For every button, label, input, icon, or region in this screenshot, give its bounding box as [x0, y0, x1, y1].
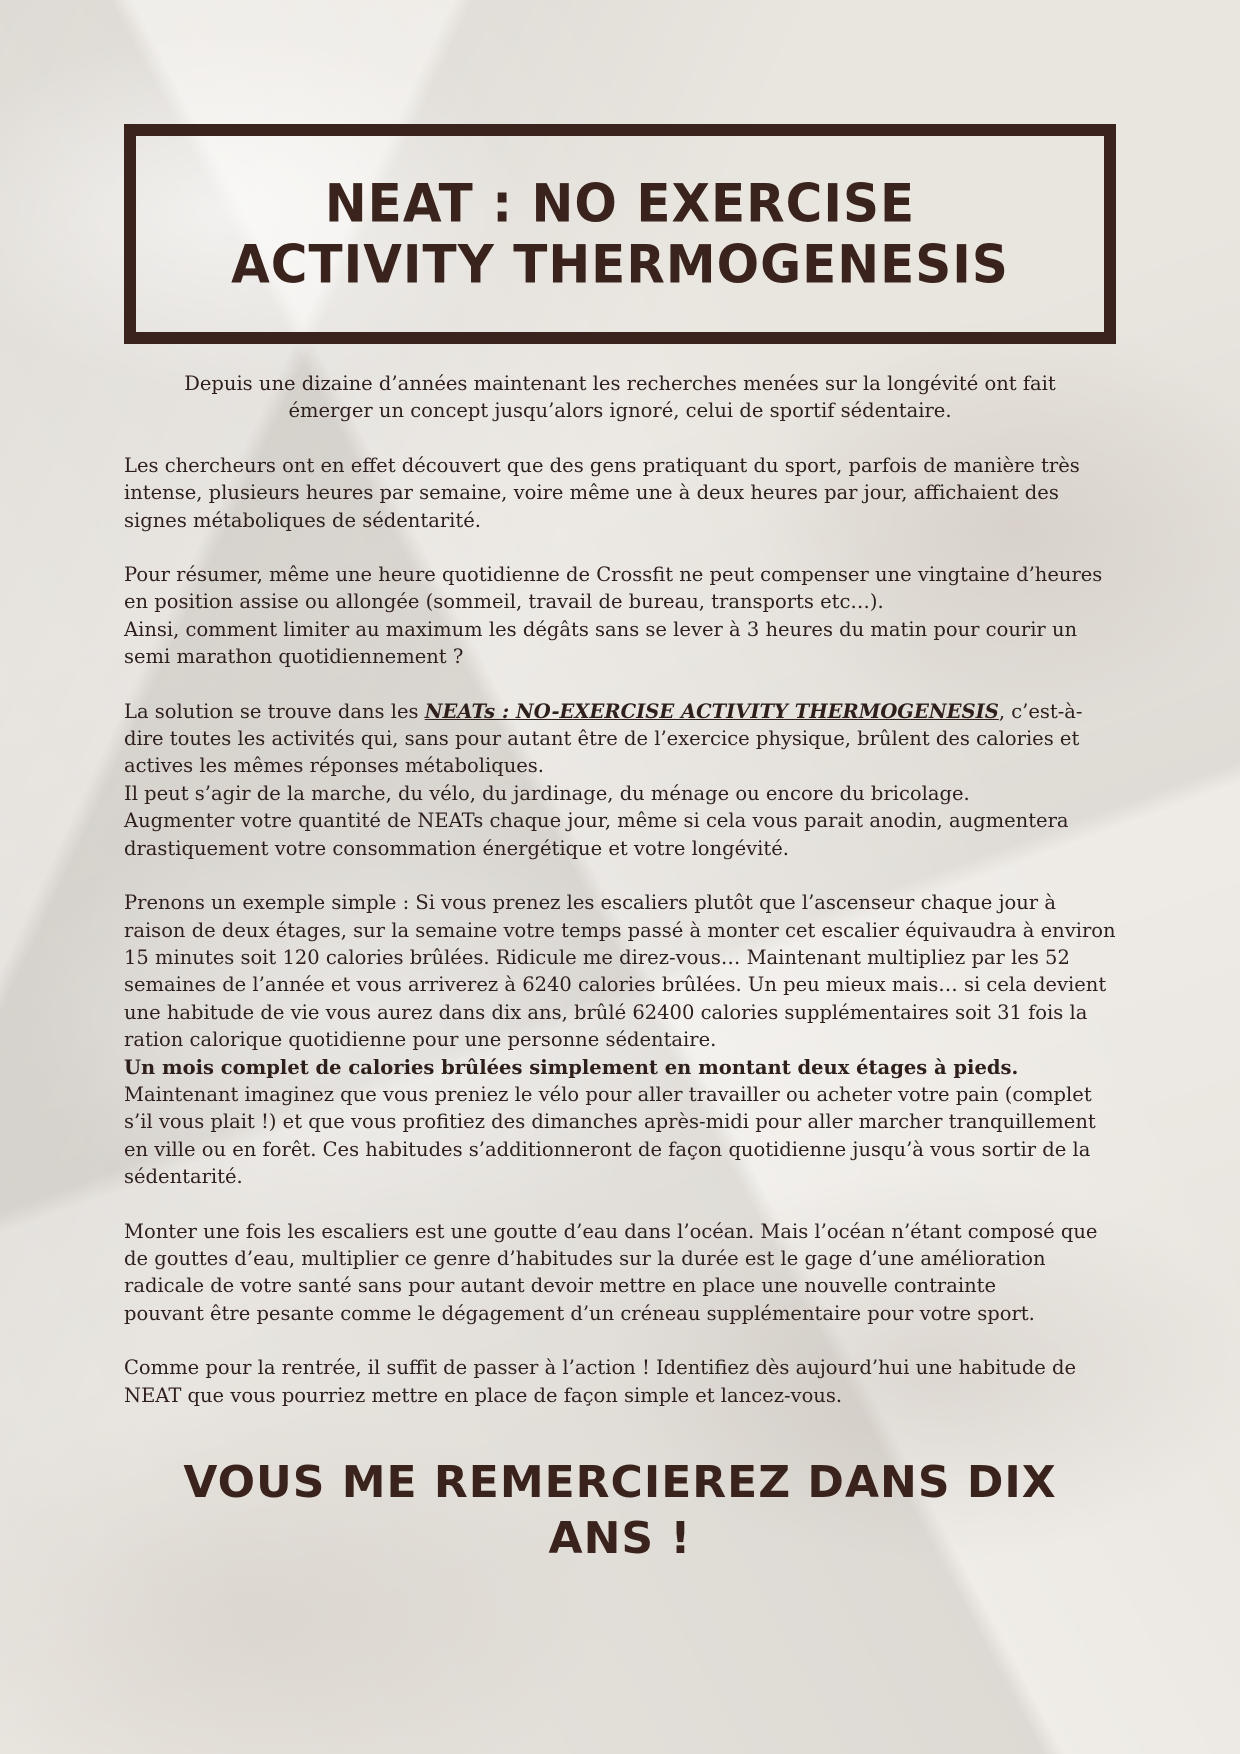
example-text: Prenons un exemple simple : Si vous prenez les escaliers plutôt que l’ascenseur chaque jour à raison de deux étages, sur la semaine votre temps passé à monter cet escalier équivaudra à environ 15 minutes soit 120 calories brûlées. Ridicule me direz-vous… Maintenant multipliez par les 52 semaines de l’année et vous arriverez à 6240 calories brûlées. Un peu mieux mais… si cela devient une habitude de vie vous aurez dans dix ans, brûlé 62400 calories supplémentaires soit 31 fois la ration calorique quotidienne pour une personne sédentaire.: [124, 891, 1116, 1052]
solution-line-3: Augmenter votre quantité de NEATs chaque jour, même si cela vous parait anodin, augmentera drastiquement votre consommation énergétique et votre longévité.: [124, 809, 1069, 860]
solution-prefix: La solution se trouve dans les: [124, 699, 425, 723]
summary-line-2: Ainsi, comment limiter au maximum les dégâts sans se lever à 3 heures du matin pour courir un semi marathon quotidiennement ?: [124, 617, 1078, 669]
example-continuation: Maintenant imaginez que vous preniez le vélo pour aller travailler ou acheter votre pain (complet s’il vous plait !) et que vous profitiez des dimanches après-midi pour aller marcher tranquillement en ville ou en forêt. Ces habitudes s’additionneront de façon quotidienne jusqu’à vous sortir de la sédentarité.: [124, 1082, 1096, 1189]
summary-line-1: Pour résumer, même une heure quotidienne de Crossfit ne peut compenser une vingtaine d’heures en position assise ou allongée (sommeil, travail de bureau, transports etc…).: [124, 563, 1103, 614]
solution-line-2: Il peut s’agir de la marche, du vélo, du jardinage, du ménage ou encore du bricolage.: [124, 781, 970, 805]
summary-paragraph: [124, 561, 1116, 671]
solution-paragraph: [124, 698, 1116, 862]
ocean-line-1: Monter une fois les escaliers est une goutte d’eau dans l’océan. Mais l’océan n’étant composé que de gouttes d’eau, multiplier ce genre d’habitudes sur la durée est le gage d’une amélioration radicale de votre santé sans pour autant devoir mettre en place une nouvelle contrainte: [124, 1219, 1098, 1298]
example-paragraph: [124, 889, 1116, 1190]
ocean-line-2: pouvant être pesante comme le dégagement d’un créneau supplémentaire pour votre sport.: [124, 1301, 1035, 1325]
neat-definition-emphasis: NEATs : NO-EXERCISE ACTIVITY THERMOGENESIS: [424, 699, 999, 723]
article-body: [124, 370, 1116, 1436]
title-frame: [124, 124, 1116, 344]
page-title: NEAT : NO EXERCISE ACTIVITY THERMOGENESIS: [231, 173, 1009, 295]
solution-suffix: , c’est-à-dire toutes les activités qui, sans pour autant être de l’exercice physique, brûlent des calories et actives les mêmes réponses métaboliques.: [124, 699, 1083, 778]
ocean-paragraph: [124, 1218, 1116, 1328]
action-paragraph: Comme pour la rentrée, il suffit de passer à l’action ! Identifiez dès aujourd’hui une habitude de NEAT que vous pourriez mettre en place de façon simple et lancez-vous.: [124, 1356, 1077, 1407]
example-bold-statement: Un mois complet de calories brûlées simplement en montant deux étages à pieds.: [124, 1055, 1019, 1079]
researchers-paragraph: Les chercheurs ont en effet découvert que des gens pratiquant du sport, parfois de manière très intense, plusieurs heures par semaine, voire même une à deux heures par jour, affichaient des signes métaboliques de sédentarité.: [124, 453, 1080, 532]
closing-headline: VOUS ME REMERCIEREZ DANS DIX ANS !: [183, 1457, 1057, 1564]
intro-paragraph: Depuis une dizaine d’années maintenant les recherches menées sur la longévité ont fait émerger un concept jusqu’alors ignoré, celui de sportif sédentaire.: [184, 372, 1056, 423]
